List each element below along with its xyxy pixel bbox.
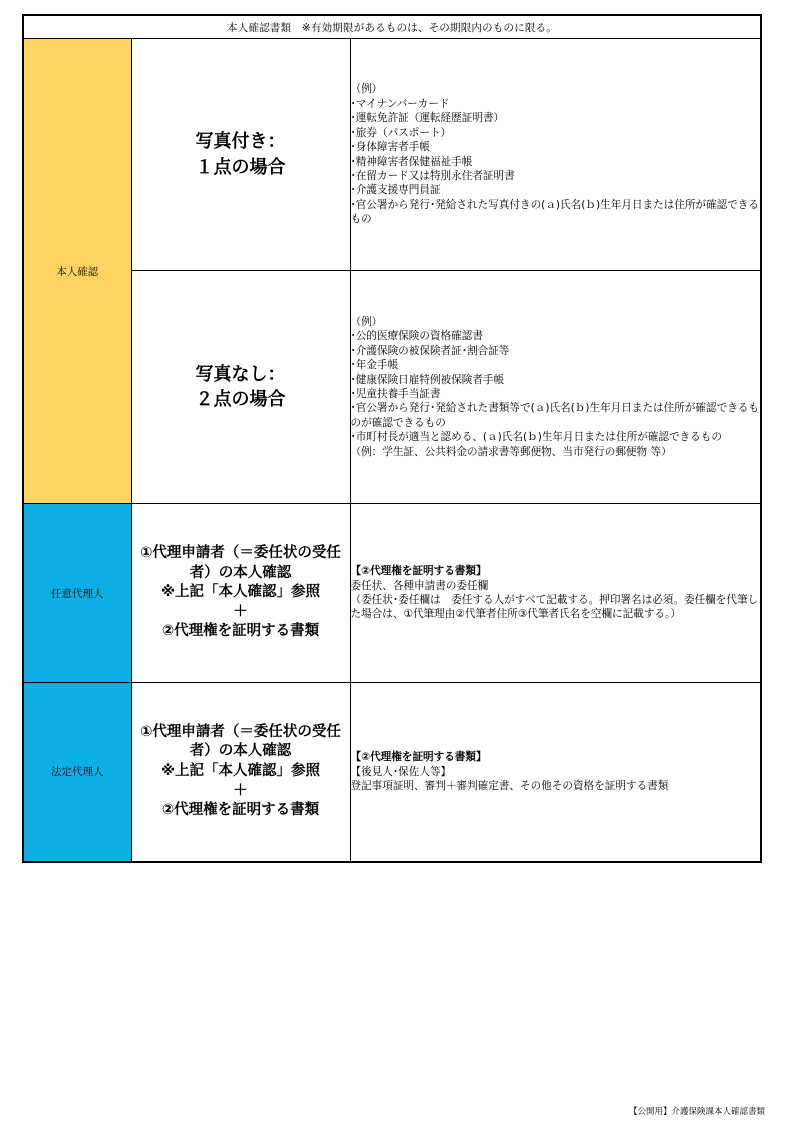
- list-item: ･身体障害者手帳: [350, 141, 430, 154]
- nini-requirements: [131, 504, 350, 683]
- houtei-requirements: [131, 683, 350, 862]
- list-item: 登記事項証明、審判＋審判確定書、その他その資格を証明する書類: [350, 779, 669, 792]
- nophoto-title-line1: 写真なし：: [195, 363, 286, 385]
- requirement-line: ※上記「本人確認」参照: [160, 584, 321, 601]
- list-item: 委任状、各種申請書の委任欄: [350, 579, 489, 592]
- photo-title-line1: 写真付き：: [195, 131, 286, 153]
- list-item: ･児童扶養手当証書: [350, 388, 441, 400]
- requirement-line: ①代理申請者（＝委任状の受任者）の本人確認: [140, 723, 341, 760]
- list-item: ･年金手帳: [350, 359, 399, 372]
- no-photo-doc-list: [350, 271, 761, 504]
- list-item: （例：学生証、公共料金の請求書等郵便物、当市発行の郵便物 等）: [350, 445, 672, 458]
- list-item: ･在留カード又は特別永住者証明書: [350, 169, 515, 182]
- list-item: ･官公署から発行･発給された写真付きの(ａ)氏名(ｂ)生年月日または住所が確認できるもの: [350, 198, 759, 226]
- list-item: ･旅券（パスポート）: [350, 126, 452, 139]
- list-item: 【後見人･保佐人等】: [350, 765, 452, 778]
- photo-one-doc-title: [131, 39, 350, 271]
- requirement-line: ②代理権を証明する書類: [161, 802, 320, 819]
- requirement-line: ＋: [233, 603, 248, 620]
- list-item: ･精神障害者保健福祉手帳: [350, 155, 473, 168]
- list-item: ･公的医療保険の資格確認書: [350, 330, 483, 343]
- category-houtei: 法定代理人: [23, 683, 131, 862]
- requirement-line: ※上記「本人確認」参照: [160, 762, 321, 779]
- id-documents-table: [22, 14, 762, 863]
- requirement-line: ②代理権を証明する書類: [161, 623, 320, 640]
- requirement-line: ①代理申請者（＝委任状の受任者）の本人確認: [140, 545, 341, 581]
- list-item: ･介護支援専門員証: [350, 184, 441, 197]
- category-honnin: 本人確認: [23, 39, 131, 504]
- list-item: ･マイナンバーカード: [350, 97, 450, 110]
- photo-title-line2: １点の場合: [195, 156, 286, 178]
- photo-doc-list: [350, 39, 761, 271]
- no-photo-two-doc-title: [131, 271, 350, 504]
- list-item: ･介護保険の被保険者証･割合証等: [350, 344, 510, 357]
- list-item: （例）: [350, 315, 383, 328]
- list-heading: 【②代理権を証明する書類】: [350, 751, 487, 764]
- category-nini: 任意代理人: [23, 504, 131, 683]
- requirement-line: ＋: [233, 782, 248, 799]
- houtei-doc-list: [350, 683, 761, 862]
- list-item: （例）: [350, 83, 383, 96]
- list-item: ･健康保険日雇特例被保険者手帳: [350, 373, 505, 386]
- nophoto-title-line2: ２点の場合: [195, 389, 286, 410]
- list-item: ･運転免許証（運転経歴証明書）: [350, 112, 505, 125]
- list-heading: 【②代理権を証明する書類】: [350, 565, 487, 578]
- list-item: （委任状･委任欄は 委任する人がすべて記載する。押印署名は必須。委任欄を代筆した場合は、①代筆理由②代筆者住所③代筆者氏名を空欄に記載する。）: [350, 594, 759, 621]
- table-header: 本人確認書類 ※有効期限があるものは、その期限内のものに限る。: [23, 15, 761, 39]
- page-footer: 【公開用】介護保険課本人確認書類: [628, 1107, 765, 1117]
- nini-doc-list: [350, 504, 761, 683]
- list-item: ･市町村長が適当と認める、(ａ)氏名(ｂ)生年月日または住所が確認できるもの: [350, 431, 722, 444]
- list-item: ･官公署から発行･発給された書類等で(ａ)氏名(ｂ)生年月日または住所が確認できるものが確認できるもの: [350, 402, 759, 429]
